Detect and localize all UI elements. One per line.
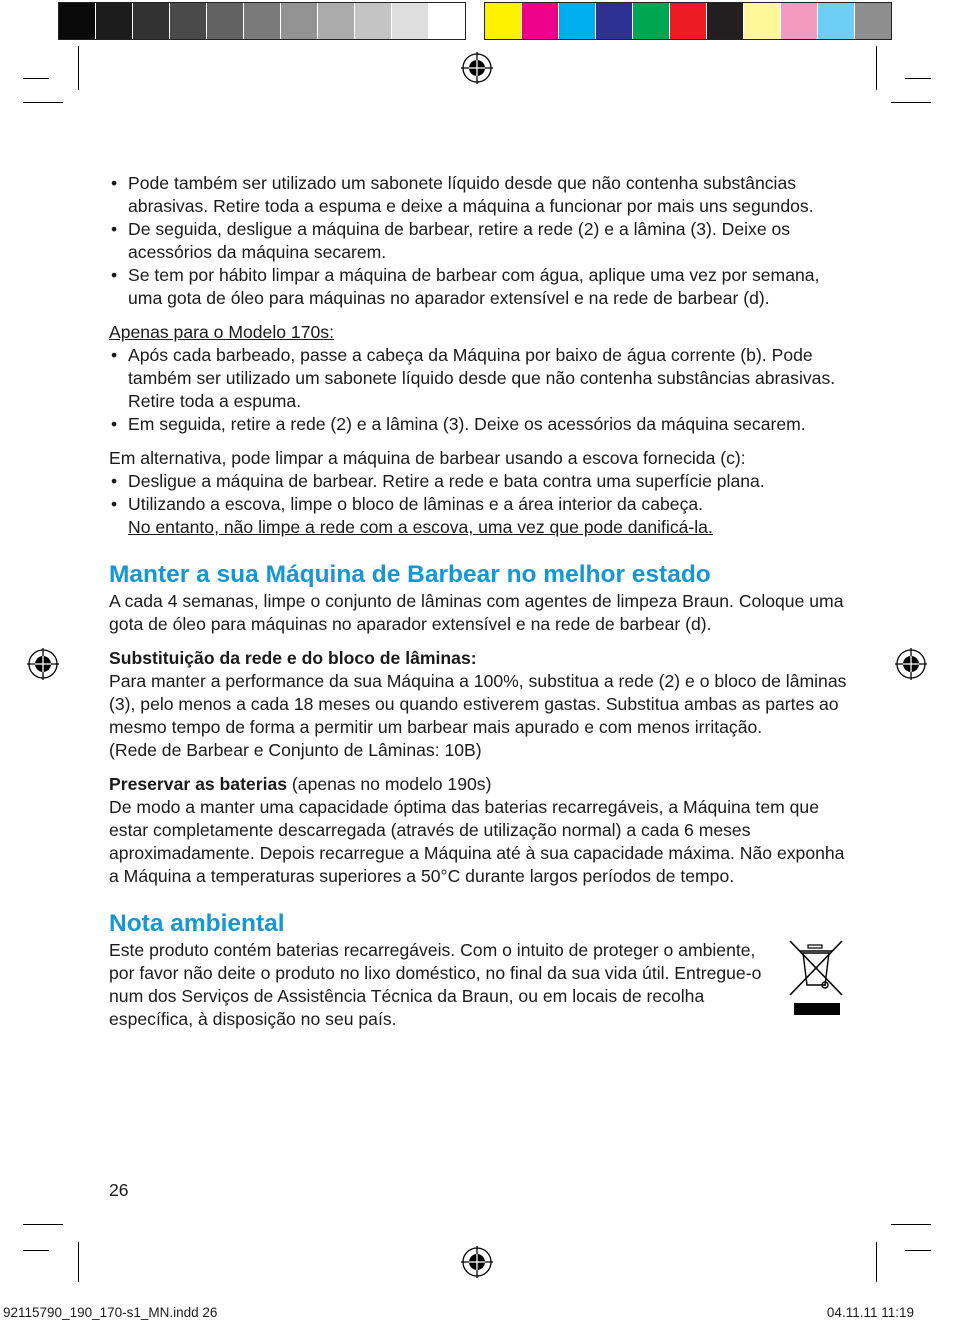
replace-section: [109, 647, 849, 762]
alternative-intro: Em alternativa, pode limpar a máquina de barbear usando a escova fornecida (c):: [109, 448, 746, 468]
replace-body: Para manter a performance da sua Máquina a 100%, substitua a rede (2) e o bloco de lâminas (3), pelo menos a cada 18 meses ou quando estiverem gastas. Substitua ambas as partes ao mesmo tempo de forma a permitir um barbear mais apurado e com menos irritação.: [109, 671, 847, 737]
maintain-heading: Manter a sua Máquina de Barbear no melhor estado: [109, 561, 711, 588]
model-170s-label: Apenas para o Modelo 170s:: [109, 322, 334, 342]
process-color-bar: [484, 2, 892, 40]
list-item-text: Utilizando a escova, limpe o bloco de lâminas e a área interior da cabeça.: [128, 494, 704, 514]
color-swatch: [59, 3, 96, 39]
registration-mark-icon: [461, 1246, 493, 1278]
color-swatch: [707, 3, 744, 39]
registration-mark-icon: [461, 52, 493, 84]
replace-part-number: (Rede de Barbear e Conjunto de Lâminas: 10B): [109, 740, 482, 760]
battery-title: Preservar as baterias: [109, 774, 288, 794]
color-swatch: [559, 3, 596, 39]
color-swatch: [244, 3, 281, 39]
battery-body: De modo a manter uma capacidade óptima das baterias recarregáveis, a Máquina tem que estar completamente descarregada (através de utilização normal) a cada 6 meses aproximadamente. Depois recarregue a Máquina até à sua capacidade máxima. Não exponha a Máquina a temperaturas superiores a 50°C durante largos períodos de tempo.: [109, 797, 845, 886]
color-swatch: [207, 3, 244, 39]
color-swatch: [781, 3, 818, 39]
color-swatch: [318, 3, 355, 39]
list-item: • Após cada barbeado, passe a cabeça da Máquina por baixo de água corrente (b). Pode também ser utilizado um sabonete líquido desde que não contenha substâncias abrasivas. Retire toda a espuma.: [109, 344, 849, 413]
color-swatch: [818, 3, 855, 39]
replace-title: Substituição da rede e do bloco de lâminas:: [109, 648, 477, 668]
color-swatch: [392, 3, 429, 39]
list-item: • Se tem por hábito limpar a máquina de barbear com água, aplique uma vez por semana, uma gota de óleo para máquinas no aparador extensível e na rede de barbear (d).: [109, 264, 849, 310]
color-swatch: [855, 3, 891, 39]
footer-filename: 92115790_190_170-s1_MN.indd 26: [3, 1305, 218, 1320]
maintain-intro: A cada 4 semanas, limpe o conjunto de lâminas com agentes de limpeza Braun. Coloque uma gota de óleo para máquinas no aparador extensível e na rede de barbear (d).: [109, 591, 844, 634]
color-swatch: [596, 3, 633, 39]
brush-bullets: [109, 470, 849, 539]
environment-heading: Nota ambiental: [109, 910, 285, 937]
color-swatch: [429, 3, 465, 39]
battery-note: (apenas no modelo 190s): [287, 774, 492, 794]
environment-body: Este produto contém baterias recarregáveis. Com o intuito de proteger o ambiente, por favor não deite o produto no lixo doméstico, no final da sua vida útil. Entregue-o num dos Serviços de Assistência Técnica da Braun, ou em locais de recolha específica, à disposição no seu país.: [109, 940, 762, 1029]
color-swatch: [633, 3, 670, 39]
color-swatch: [281, 3, 318, 39]
color-swatch: [355, 3, 392, 39]
color-swatch: [744, 3, 781, 39]
color-swatch: [670, 3, 707, 39]
color-swatch: [96, 3, 133, 39]
manual-page-content: [109, 172, 849, 1031]
brush-warning: No entanto, não limpe a rede com a escova, uma vez que pode danificá-la.: [128, 517, 713, 537]
list-item: • Pode também ser utilizado um sabonete líquido desde que não contenha substâncias abrasivas. Retire toda a espuma e deixe a máquina a funcionar por mais uns segundos.: [109, 172, 849, 218]
list-item: • De seguida, desligue a máquina de barbear, retire a rede (2) e a lâmina (3). Deixe os acessórios da máquina secarem.: [109, 218, 849, 264]
registration-mark-icon: [27, 648, 59, 680]
page-number: 26: [109, 1180, 129, 1200]
list-item: [109, 493, 849, 539]
color-swatch: [170, 3, 207, 39]
crossed-out-wheelie-bin-icon: [788, 939, 846, 1017]
environment-section: [109, 939, 849, 1031]
footer-date: 04.11.11 11:19: [826, 1305, 914, 1320]
color-swatch: [522, 3, 559, 39]
list-item: • Desligue a máquina de barbear. Retire a rede e bata contra uma superfície plana.: [109, 470, 849, 493]
registration-mark-icon: [895, 648, 927, 680]
grayscale-color-bar: [58, 2, 466, 40]
color-swatch: [133, 3, 170, 39]
model-170s-bullets: [109, 344, 849, 436]
cleaning-bullets: [109, 172, 849, 310]
battery-section: [109, 773, 849, 888]
list-item: • Em seguida, retire a rede (2) e a lâmina (3). Deixe os acessórios da máquina secarem.: [109, 413, 849, 436]
color-swatch: [485, 3, 522, 39]
